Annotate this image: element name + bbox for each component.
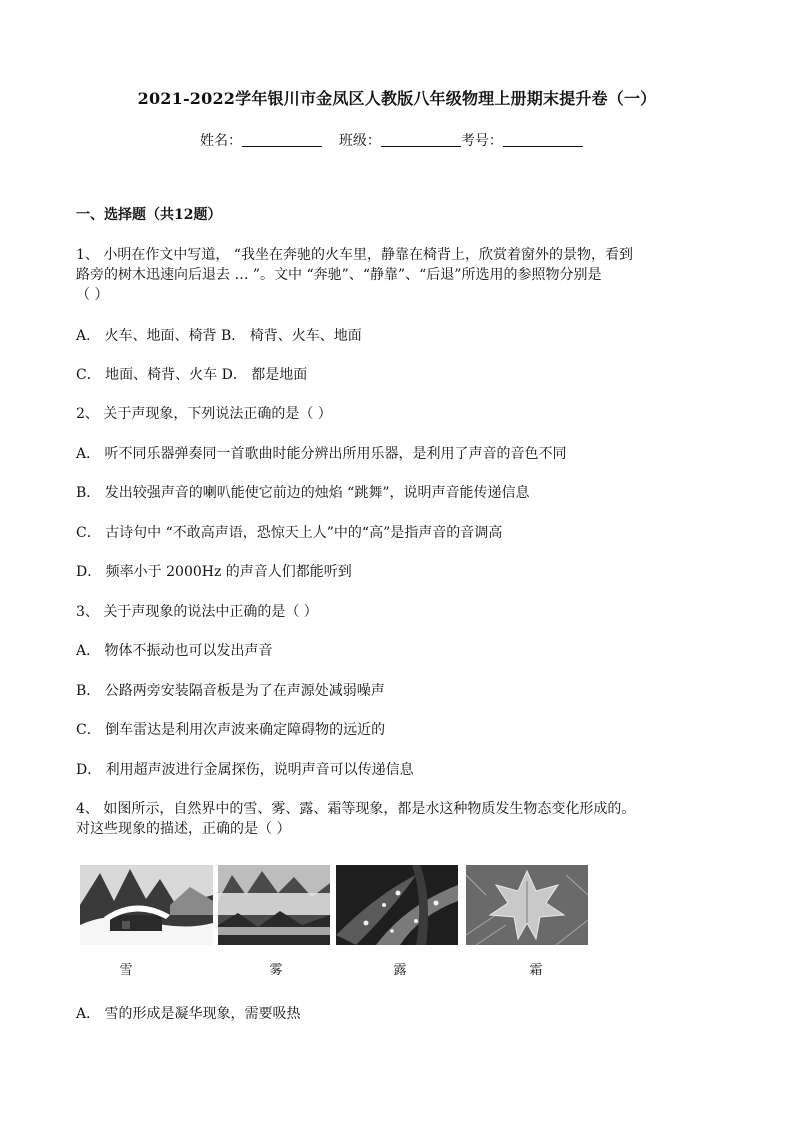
class-label: 班级： bbox=[338, 133, 381, 149]
caption-frost: 霜 bbox=[529, 963, 543, 978]
q1-options-ab: A． 火车、地面、椅背 B． 椅背、火车、地面 bbox=[76, 328, 362, 344]
page-title: 2021-2022学年银川市金凤区人教版八年级物理上册期末提升卷（一） bbox=[137, 89, 657, 108]
class-blank bbox=[381, 132, 461, 147]
q1-stem-line3: （ ） bbox=[76, 287, 109, 303]
q3-option-a: A． 物体不振动也可以发出声音 bbox=[76, 643, 273, 659]
q2-option-a: A． 听不同乐器弹奏同一首歌曲时能分辨出所用乐器，是利用了声音的音色不同 bbox=[76, 446, 567, 462]
q4-stem-line2: 对这些现象的描述，正确的是（ ） bbox=[76, 821, 291, 837]
q4-option-a: A． 雪的形成是凝华现象，需要吸热 bbox=[76, 1006, 301, 1022]
q1-stem-line2: 路旁的树木迅速向后退去 … ”。文中 “奔驰”、“静靠”、“后退”所选用的参照物分别是 bbox=[76, 267, 602, 283]
q3-option-c: C． 倒车雷达是利用次声波来确定障碍物的远近的 bbox=[76, 722, 386, 738]
snow-photo bbox=[80, 865, 213, 945]
exam-label: 考号： bbox=[460, 133, 503, 149]
q2-option-c: C． 古诗句中 “不敢高声语，恐惊天上人”中的“高”是指声音的音调高 bbox=[76, 525, 503, 541]
q4-stem-line1: 4、 如图所示，自然界中的雪、雾、露、霜等现象，都是水这种物质发生物态变化形成的。 bbox=[76, 801, 636, 817]
caption-snow: 雪 bbox=[119, 963, 133, 978]
q3-option-b: B． 公路两旁安装隔音板是为了在声源处减弱噪声 bbox=[76, 683, 385, 699]
name-blank bbox=[242, 132, 322, 147]
q2-stem: 2、 关于声现象，下列说法正确的是（ ） bbox=[76, 406, 332, 422]
weather-phenomena-figure bbox=[80, 865, 590, 978]
exam-number-blank bbox=[503, 132, 583, 147]
q2-option-d: D． 频率小于 2000Hz 的声音人们都能听到 bbox=[76, 564, 352, 580]
q3-stem: 3、 关于声现象的说法中正确的是（ ） bbox=[76, 604, 318, 620]
fog-photo bbox=[218, 865, 330, 945]
q1-stem-line1: 1、 小明在作文中写道， “我坐在奔驰的火车里，静靠在椅背上，欣赏着窗外的景物，看到 bbox=[76, 247, 633, 263]
frost-photo bbox=[466, 865, 588, 945]
name-label: 姓名： bbox=[200, 133, 242, 149]
caption-fog: 雾 bbox=[269, 963, 283, 978]
section-title: 一、选择题（共12题） bbox=[76, 207, 222, 223]
q3-option-d: D． 利用超声波进行金属探伤，说明声音可以传递信息 bbox=[76, 762, 414, 778]
dew-photo bbox=[336, 865, 458, 945]
student-info-line bbox=[200, 130, 583, 150]
q2-option-b: B． 发出较强声音的喇叭能使它前边的烛焰 “跳舞”，说明声音能传递信息 bbox=[76, 485, 530, 501]
q1-options-cd: C． 地面、椅背、火车 D． 都是地面 bbox=[76, 367, 308, 383]
caption-dew: 露 bbox=[393, 963, 407, 978]
